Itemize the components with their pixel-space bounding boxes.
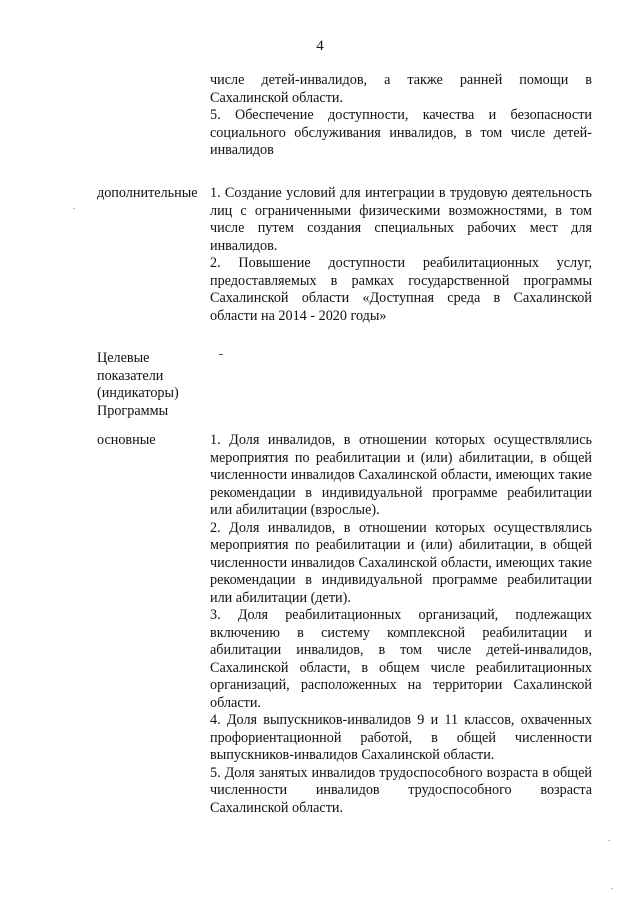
paragraph: 3. Доля реабилитационных организаций, подлежащих включению в систему комплексной реабилитации и абилитации инвалидов, в том числе детей-инвалидов, Сахалинской области, в общем числе реабилитационных организаций, расположенных на территории Сахалинской области. bbox=[210, 607, 592, 711]
scan-speck bbox=[611, 888, 613, 889]
paragraph: 2. Повышение доступности реабилитационных услуг, предоставляемых в рамках государственной программы Сахалинской области «Доступная среда в Сахалинской области на 2014 - 2020 годы» bbox=[210, 255, 592, 324]
dash-mark bbox=[219, 354, 223, 355]
scan-speck bbox=[73, 208, 75, 209]
additional-label: дополнительные bbox=[97, 185, 198, 201]
scan-speck bbox=[608, 840, 610, 841]
paragraph: числе детей-инвалидов, а также ранней помощи в Сахалинской области. bbox=[210, 72, 592, 106]
paragraph: 2. Доля инвалидов, в отношении которых осуществлялись мероприятия по реабилитации и (или) абилитации, в общей численности инвалидов Сахалинской области, имеющих такие рекомендации в индивидуальной программе реабилитации или абилитации (дети). bbox=[210, 519, 592, 606]
continuation-text-block bbox=[210, 72, 592, 160]
paragraph: 5. Обеспечение доступности, качества и безопасности социального обслуживания инвалидов, в том числе детей-инвалидов bbox=[210, 107, 592, 158]
page-number: 4 bbox=[316, 38, 324, 54]
paragraph: 5. Доля занятых инвалидов трудоспособного возраста в общей численности инвалидов трудоспособного возраста Сахалинской области. bbox=[210, 764, 592, 816]
paragraph: 4. Доля выпускников-инвалидов 9 и 11 классов, охваченных профориентационной работой, в общей численности выпускников-инвалидов Сахалинской области. bbox=[210, 712, 592, 763]
main-indicators-block bbox=[210, 432, 592, 817]
main-label: основные bbox=[97, 432, 156, 448]
additional-text-block bbox=[210, 185, 592, 325]
paragraph: 1. Доля инвалидов, в отношении которых осуществлялись мероприятия по реабилитации и (или) абилитации, в общей численности инвалидов Сахалинской области, имеющих такие рекомендации в индивидуальной программе реабилитации или абилитации (взрослые). bbox=[210, 432, 592, 518]
paragraph: 1. Создание условий для интеграции в трудовую деятельность лиц с ограниченными физическими возможностями, в том числе путем создания специальных рабочих мест для инвалидов. bbox=[210, 185, 592, 254]
targets-label: Целевые показатели (индикаторы) Программы bbox=[97, 350, 179, 419]
